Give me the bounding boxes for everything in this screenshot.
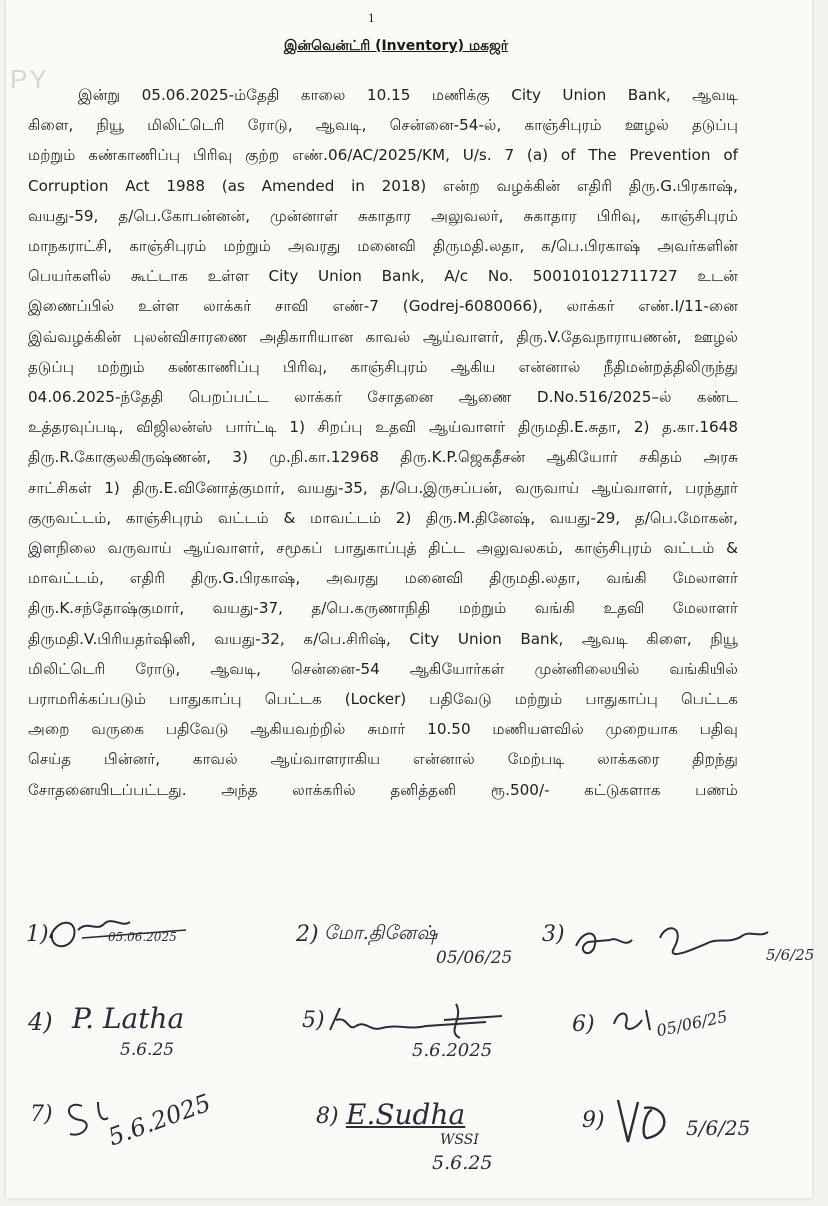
document-title: இன்வென்ட்ரி (Inventory) மகஜர் — [283, 38, 509, 54]
body-line: சோதனையிடப்பட்டது. அந்த லாக்கரில் தனித்தனி ரூ.500/- கட்டுகளாக பணம் — [28, 780, 738, 799]
signature-block — [6, 0, 815, 1198]
body-line: மாநகராட்சி, காஞ்சிபுரம் மற்றும் அவரது மனைவி திருமதி.லதா, க/பெ.பிரகாஷ் அவர்களின் — [28, 237, 738, 255]
body-line: குருவட்டம், காஞ்சிபுரம் வட்டம் & மாவட்டம் 2) திரு.M.தினேஷ், வயது-29, த/பெ.மோகன், — [28, 508, 738, 527]
signature-number: 2) — [296, 922, 319, 947]
signature-name: E.Sudha — [346, 1098, 466, 1131]
body-line: உத்தரவுப்படி, விஜிலன்ஸ் பார்ட்டி 1) சிறப்பு உதவி ஆய்வாளர் திருமதி.E.சுதா, 2) த.கா.1648 — [28, 418, 738, 437]
body-line: திரு.R.கோகுலகிருஷ்ணன், 3) மு.நி.கா.12968 திரு.K.P.ஜெகதீசன் ஆகியோர் சகிதம் அரசு — [28, 448, 738, 467]
body-line: மற்றும் கண்காணிப்பு பிரிவு குற்ற எண்.06/AC/2025/KM, U/s. 7 (a) of The Prevention of — [28, 146, 738, 165]
signature-note: WSSI — [440, 1132, 479, 1148]
signature-date: 5/6/25 — [766, 946, 815, 964]
signature-number: 5) — [302, 1008, 325, 1033]
signature-number: 4) — [28, 1008, 53, 1036]
signature-date: 05.06.2025 — [108, 930, 177, 944]
body-line: இவ்வழக்கின் புலன்விசாரணை அதிகாரியான காவல் ஆய்வாளர், திரு.V.தேவநாராயணன், ஊழல் — [28, 327, 738, 346]
signature-number: 7) — [30, 1102, 53, 1127]
signature-number: 8) — [316, 1104, 339, 1129]
page-number: 1 — [368, 10, 375, 25]
signature-7 — [30, 1086, 240, 1166]
signature-4 — [28, 1000, 248, 1070]
body-line: செய்த பின்னர், காவல் ஆய்வாளராகிய என்னால் மேற்படி லாக்கரை திறந்து — [28, 750, 738, 769]
body-line: வயது-59, த/பெ.கோபன்னன், முன்னாள் சுகாதார அலுவலர், சுகாதார பிரிவு, காஞ்சிபுரம் — [28, 206, 738, 225]
signature-number: 9) — [582, 1108, 605, 1133]
signature-name: P. Latha — [72, 1002, 185, 1035]
faint-watermark: PY — [10, 64, 49, 94]
signature-date: 5.6.25 — [120, 1040, 175, 1060]
signature-number: 1) — [26, 922, 49, 947]
body-line: அறை வருகை பதிவேடு ஆகியவற்றில் சுமார் 10.50 மணியளவில் முறையாக பதிவு — [28, 720, 738, 739]
body-line: மாவட்டம், எதிரி திரு.G.பிரகாஷ், அவரது மனைவி திருமதி.லதா, வங்கி மேலாளர் — [28, 569, 738, 588]
body-line: பராமரிக்கப்படும் பாதுகாப்பு பெட்டக (Locker) பதிவேடு மற்றும் பாதுகாப்பு பெட்டக — [28, 690, 738, 708]
body-line: Corruption Act 1988 (as Amended in 2018) என்ற வழக்கின் எதிரி திரு.G.பிரகாஷ், — [28, 176, 738, 195]
signature-3 — [542, 918, 815, 978]
body-line: இன்று 05.06.2025-ம்தேதி காலை 10.15 மணிக்கு City Union Bank, ஆவடி — [78, 86, 738, 104]
signature-date: 5.6.2025 — [412, 1040, 493, 1061]
body-line: தடுப்பு மற்றும் கண்காணிப்பு பிரிவு, காஞ்சிபுரம் ஆகிய என்னால் நீதிமன்றத்திலிருந்து — [28, 357, 738, 376]
signature-date: 05/06/25 — [654, 1006, 730, 1041]
signature-1 — [26, 910, 226, 960]
body-line: திருமதி.V.பிரியதர்ஷினி, வயது-32, க/பெ.சிரிஷ், City Union Bank, ஆவடி கிளை, நியூ — [28, 629, 738, 648]
signature-5 — [302, 998, 562, 1068]
signature-date: 5.6.2025 — [104, 1088, 215, 1152]
body-line: 04.06.2025-ந்தேதி பெறப்பட்ட லாக்கர் சோதனை ஆணை D.No.516/2025–ல் கண்ட — [28, 388, 738, 406]
signature-number: 3) — [542, 922, 565, 947]
signature-2 — [296, 918, 513, 978]
document-page — [6, 0, 815, 1198]
body-line: மிலிட்டெரி ரோடு, ஆவடி, சென்னை-54 ஆகியோர்கள் முன்னிலையில் வங்கியில் — [28, 659, 738, 678]
signature-date: 05/06/25 — [436, 948, 513, 968]
signature-date: 5/6/25 — [686, 1116, 751, 1140]
body-line: இணைப்பில் உள்ள லாக்கர் சாவி எண்-7 (Godrej-6080066), லாக்கர் எண்.I/11-னை — [28, 297, 738, 316]
signature-number: 6) — [572, 1012, 595, 1037]
signature-9 — [582, 1092, 802, 1172]
signature-8 — [316, 1094, 546, 1184]
body-line: கிளை, நியூ மிலிட்டெரி ரோடு, ஆவடி, சென்னை-54-ல், காஞ்சிபுரம் ஊழல் தடுப்பு — [28, 116, 738, 135]
signature-name: மோ.தினேஷ் — [324, 922, 438, 944]
body-line: இளநிலை வருவாய் ஆய்வாளர், சமூகப் பாதுகாப்புத் திட்ட அலுவலகம், காஞ்சிபுரம் வட்டம் & — [28, 539, 738, 557]
signature-6 — [572, 1000, 792, 1060]
body-line: சாட்சிகள் 1) திரு.E.வினோத்குமார், வயது-35, த/பெ.இருசப்பன், வருவாய் ஆய்வாளர், பரந்தூர் — [28, 478, 738, 497]
body-line: திரு.K.சந்தோஷ்குமார், வயது-37, த/பெ.கருணாநிதி மற்றும் வங்கி உதவி மேலாளர் — [28, 599, 738, 618]
signature-date: 5.6.25 — [432, 1152, 493, 1174]
body-line: பெயர்களில் கூட்டாக உள்ள City Union Bank, A/c No. 500101012711727 உடன் — [28, 267, 738, 286]
